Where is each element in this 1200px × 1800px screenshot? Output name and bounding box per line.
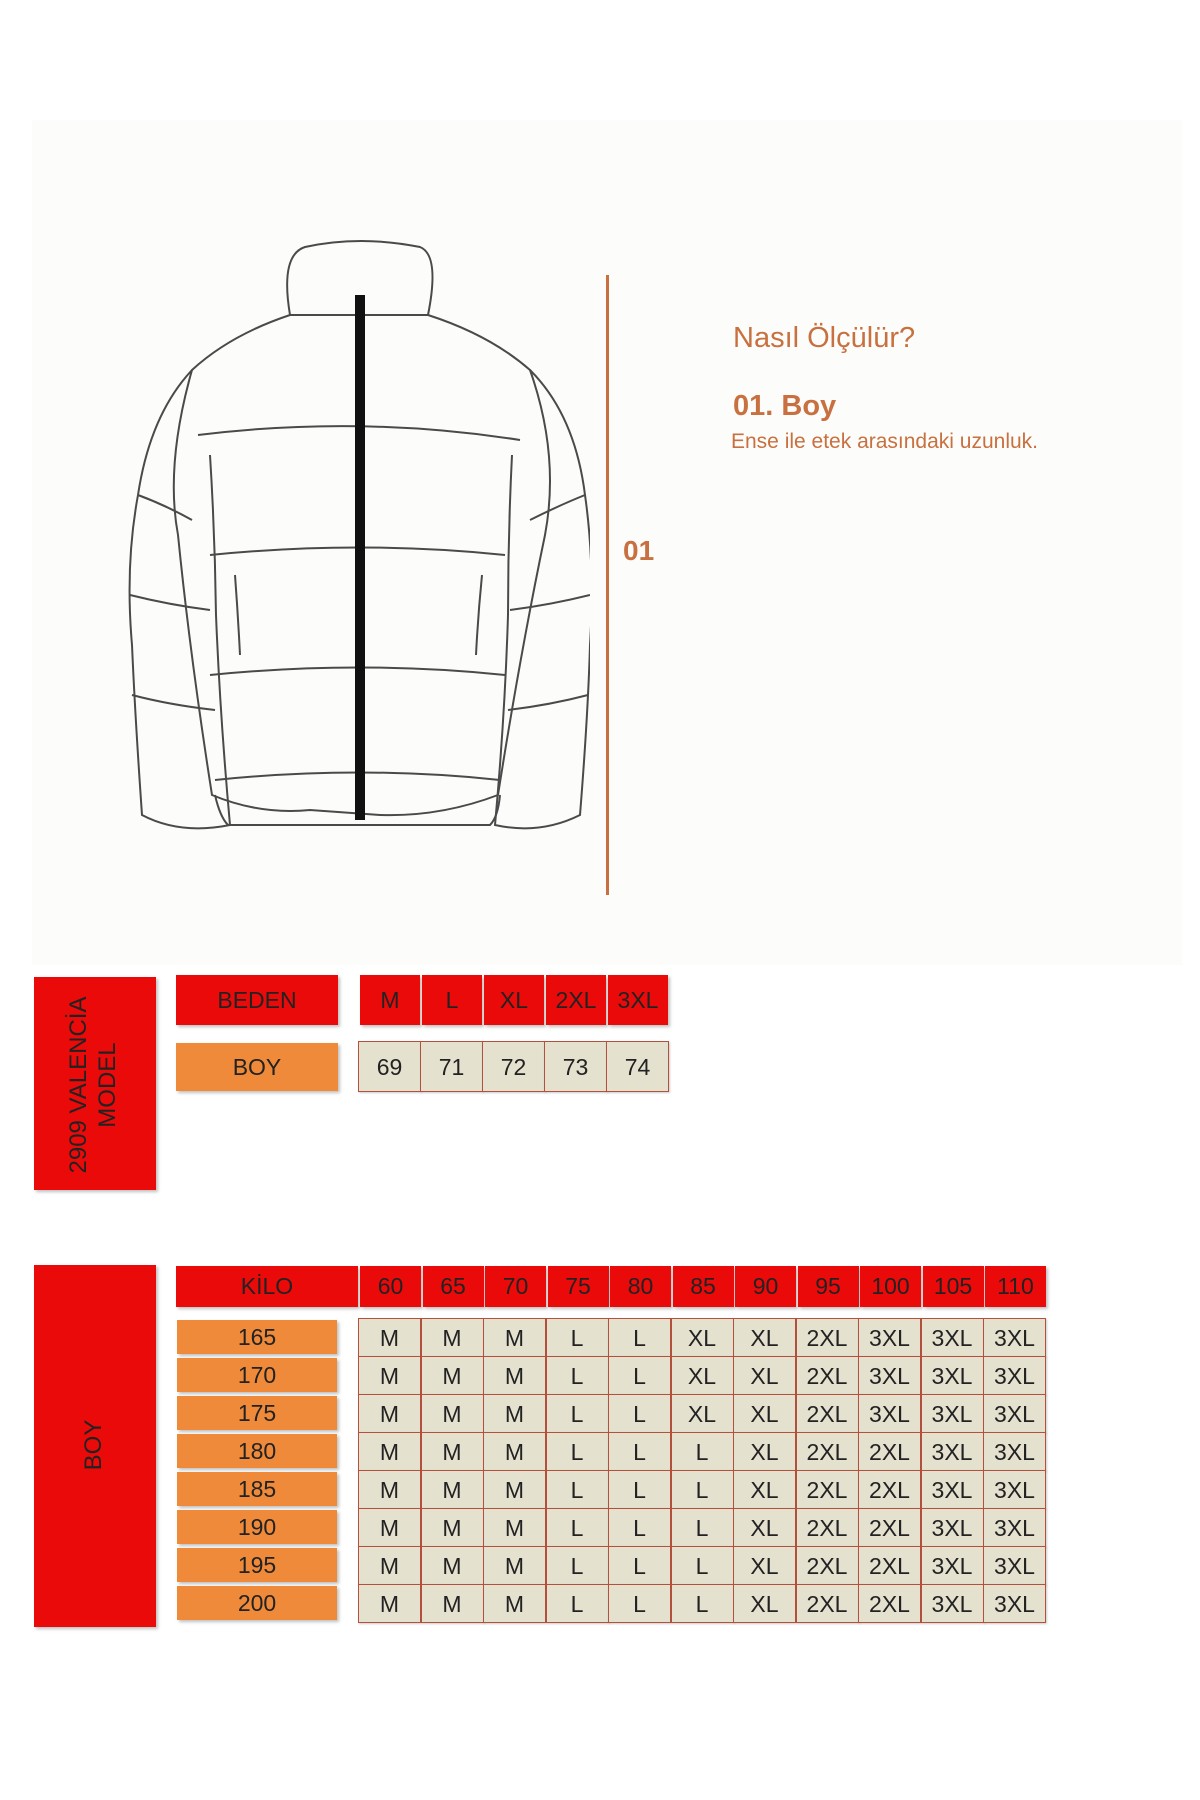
fit-cell: M	[421, 1432, 484, 1471]
fit-cell: XL	[733, 1584, 796, 1623]
height-cell: 185	[177, 1472, 337, 1506]
length-cell: 72	[482, 1041, 545, 1092]
fit-cell: 3XL	[921, 1356, 984, 1395]
fit-cell: L	[608, 1356, 671, 1395]
fit-cell: M	[483, 1356, 546, 1395]
length-cell: 73	[544, 1041, 607, 1092]
length-cell: 74	[606, 1041, 669, 1092]
weight-cell: 70	[485, 1266, 546, 1307]
fit-cell: M	[483, 1394, 546, 1433]
fit-cell: M	[421, 1546, 484, 1585]
fit-cell: XL	[733, 1432, 796, 1471]
fit-cell: L	[671, 1508, 734, 1547]
fit-cell: 2XL	[858, 1432, 921, 1471]
fit-cell: 3XL	[921, 1470, 984, 1509]
fit-cell: L	[546, 1356, 609, 1395]
fit-cell: L	[608, 1470, 671, 1509]
fit-cell: 3XL	[858, 1318, 921, 1357]
fit-cell: L	[608, 1508, 671, 1547]
size-cell: XL	[484, 975, 544, 1025]
fit-cell: L	[608, 1432, 671, 1471]
size-cell: M	[360, 975, 420, 1025]
fit-cell: 2XL	[796, 1584, 859, 1623]
fit-cell: XL	[733, 1508, 796, 1547]
length-cell: 71	[420, 1041, 483, 1092]
fit-cell: L	[608, 1394, 671, 1433]
height-cell: 175	[177, 1396, 337, 1430]
weight-cell: 85	[673, 1266, 734, 1307]
weight-cell: 110	[985, 1266, 1046, 1307]
fit-cell: M	[483, 1584, 546, 1623]
weight-cell: 80	[610, 1266, 671, 1307]
fit-cell: XL	[733, 1546, 796, 1585]
fit-cell: L	[546, 1432, 609, 1471]
size-cell: L	[422, 975, 482, 1025]
fit-cell: L	[671, 1432, 734, 1471]
height-cell: 200	[177, 1586, 337, 1620]
fit-cell: L	[671, 1546, 734, 1585]
fit-cell: M	[358, 1318, 421, 1357]
fit-cell: M	[421, 1356, 484, 1395]
fit-cell: 2XL	[796, 1470, 859, 1509]
fit-cell: L	[546, 1508, 609, 1547]
howto-description: Ense ile etek arasındaki uzunluk.	[731, 430, 1039, 453]
fit-cell: 3XL	[921, 1394, 984, 1433]
fit-cell: L	[546, 1584, 609, 1623]
fit-cell: 3XL	[983, 1508, 1046, 1547]
fit-cell: XL	[733, 1470, 796, 1509]
weight-header: KİLO	[176, 1266, 358, 1307]
fit-cell: 2XL	[796, 1356, 859, 1395]
fit-cell: L	[546, 1318, 609, 1357]
fit-cell: L	[608, 1546, 671, 1585]
length-header: BOY	[176, 1043, 338, 1091]
weight-cell: 75	[548, 1266, 609, 1307]
fit-cell: XL	[671, 1394, 734, 1433]
fit-cell: M	[421, 1584, 484, 1623]
weight-cell: 90	[735, 1266, 796, 1307]
howto-step: 01. Boy	[733, 390, 837, 422]
fit-cell: M	[358, 1584, 421, 1623]
fit-cell: 3XL	[983, 1546, 1046, 1585]
fit-cell: 3XL	[983, 1584, 1046, 1623]
fit-cell: 3XL	[983, 1432, 1046, 1471]
fit-cell: M	[483, 1318, 546, 1357]
model-label	[65, 980, 125, 1190]
fit-cell: 2XL	[858, 1508, 921, 1547]
fit-cell: 3XL	[983, 1318, 1046, 1357]
fit-cell: XL	[733, 1356, 796, 1395]
fit-cell: 3XL	[858, 1356, 921, 1395]
fit-cell: 3XL	[921, 1508, 984, 1547]
model-label-line2: MODEL	[93, 1042, 121, 1128]
fit-cell: M	[483, 1508, 546, 1547]
fit-cell: 2XL	[796, 1508, 859, 1547]
fit-cell: M	[483, 1432, 546, 1471]
fit-cell: M	[421, 1318, 484, 1357]
fit-cell: M	[421, 1470, 484, 1509]
size-cell: 3XL	[608, 975, 668, 1025]
fit-cell: M	[358, 1546, 421, 1585]
length-measure-line	[606, 275, 609, 895]
fit-cell: L	[546, 1394, 609, 1433]
fit-cell: L	[546, 1470, 609, 1509]
height-cell: 165	[177, 1320, 337, 1354]
measure-marker: 01	[623, 535, 655, 566]
weight-cell: 95	[798, 1266, 859, 1307]
fit-cell: 3XL	[983, 1470, 1046, 1509]
height-cell: 170	[177, 1358, 337, 1392]
height-cell: 180	[177, 1434, 337, 1468]
fit-cell: 3XL	[921, 1432, 984, 1471]
height-cell: 190	[177, 1510, 337, 1544]
height-cell: 195	[177, 1548, 337, 1582]
fit-cell: M	[358, 1470, 421, 1509]
weight-cell: 60	[360, 1266, 421, 1307]
fit-cell: 2XL	[796, 1318, 859, 1357]
fit-cell: L	[608, 1584, 671, 1623]
fit-cell: M	[358, 1394, 421, 1433]
fit-cell: 3XL	[921, 1318, 984, 1357]
weight-cell: 105	[923, 1266, 984, 1307]
fit-cell: 3XL	[983, 1356, 1046, 1395]
fit-cell: L	[671, 1584, 734, 1623]
fit-cell: 3XL	[983, 1394, 1046, 1433]
fit-cell: XL	[671, 1356, 734, 1395]
fit-cell: L	[671, 1470, 734, 1509]
howto-title: Nasıl Ölçülür?	[733, 322, 916, 354]
fit-cell: 2XL	[796, 1546, 859, 1585]
fit-cell: 3XL	[921, 1584, 984, 1623]
size-cell: 2XL	[546, 975, 606, 1025]
fit-side-label: BOY	[80, 1419, 107, 1471]
fit-cell: L	[546, 1546, 609, 1585]
fit-cell: 2XL	[858, 1470, 921, 1509]
fit-cell: 3XL	[858, 1394, 921, 1433]
model-label-line1: 2909 VALENCİA	[65, 996, 92, 1174]
fit-cell: M	[358, 1508, 421, 1547]
fit-cell: XL	[733, 1318, 796, 1357]
fit-cell: 2XL	[858, 1584, 921, 1623]
fit-cell: M	[358, 1356, 421, 1395]
fit-cell: 2XL	[796, 1432, 859, 1471]
fit-cell: 2XL	[858, 1546, 921, 1585]
size-header: BEDEN	[176, 975, 338, 1025]
weight-cell: 100	[860, 1266, 921, 1307]
jacket-illustration	[120, 235, 590, 885]
fit-cell: M	[421, 1508, 484, 1547]
length-cell: 69	[358, 1041, 421, 1092]
fit-cell: M	[483, 1546, 546, 1585]
fit-cell: L	[608, 1318, 671, 1357]
fit-cell: M	[358, 1432, 421, 1471]
fit-cell: M	[483, 1470, 546, 1509]
fit-cell: XL	[733, 1394, 796, 1433]
fit-cell: 3XL	[921, 1546, 984, 1585]
weight-cell: 65	[423, 1266, 484, 1307]
fit-cell: M	[421, 1394, 484, 1433]
fit-cell: 2XL	[796, 1394, 859, 1433]
fit-cell: XL	[671, 1318, 734, 1357]
